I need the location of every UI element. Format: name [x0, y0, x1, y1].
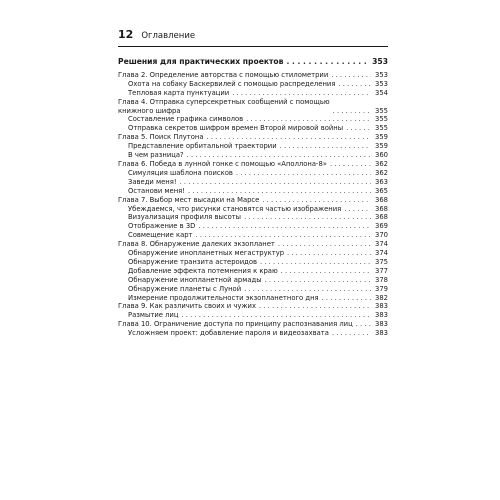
- toc-entry-page: 363: [375, 177, 388, 186]
- toc-entry-part: [118, 58, 388, 67]
- toc-entry-page: 368: [375, 204, 388, 213]
- dot-leader: [333, 107, 371, 116]
- table-of-contents: [118, 58, 388, 338]
- toc-entry-page: 370: [375, 231, 388, 240]
- toc-entry-section: [118, 258, 388, 267]
- toc-entry-section: [118, 329, 388, 338]
- toc-entry-page: 353: [375, 70, 388, 79]
- toc-entry-section: [118, 80, 388, 89]
- dot-leader: [286, 58, 369, 67]
- toc-entry-label: Размытие лиц: [128, 311, 179, 320]
- dot-leader: [187, 151, 371, 160]
- toc-entry-page: 374: [375, 249, 388, 258]
- toc-entry-label: Глава 2. Определение авторства с помощью стилометрии: [118, 70, 329, 79]
- toc-entry-page: 353: [372, 57, 388, 66]
- toc-entry-label: Решения для практических проектов: [118, 57, 284, 66]
- toc-entry-page: 359: [375, 133, 388, 142]
- dot-leader: [262, 196, 371, 205]
- toc-entry-page: 368: [375, 195, 388, 204]
- toc-entry-chapter: [118, 71, 388, 80]
- dot-leader: [196, 231, 371, 240]
- toc-entry-page: 377: [375, 266, 388, 275]
- toc-entry-page: 383: [375, 311, 388, 320]
- toc-entry-label: Глава 7. Выбор мест высадки на Марсе: [118, 195, 260, 204]
- toc-entry-label: Глава 9. Как различить своих и чужих: [118, 302, 256, 311]
- dot-leader: [265, 276, 371, 285]
- toc-entry-page: 360: [375, 151, 388, 160]
- toc-entry-label-line1: Глава 4. Отправка суперсекретных сообщений с помощью: [118, 97, 330, 106]
- toc-entry-label: Охота на собаку Баскервилей с помощью распределения: [128, 79, 336, 88]
- toc-entry-page: 365: [375, 186, 388, 195]
- toc-entry-page: 375: [375, 257, 388, 266]
- toc-entry-label: Заведи меня!: [128, 177, 177, 186]
- toc-entry-label: Обнаружение инопланетной армады: [128, 275, 262, 284]
- toc-entry-page: 355: [375, 124, 388, 133]
- toc-entry-chapter: [118, 240, 388, 249]
- dot-leader: [331, 71, 371, 80]
- toc-entry-page: 368: [375, 213, 388, 222]
- running-header-title: Оглавление: [141, 31, 196, 41]
- toc-entry-page: 374: [375, 240, 388, 249]
- toc-entry-label: Останови меня!: [128, 186, 185, 195]
- toc-entry-label: Усложняем проект: добавление пароля и видеозахвата: [128, 329, 329, 338]
- toc-entry-section: [118, 178, 388, 187]
- toc-entry-page: 359: [375, 142, 388, 151]
- dot-leader: [244, 213, 371, 222]
- toc-entry-section: [118, 311, 388, 320]
- toc-entry-section: [118, 115, 388, 124]
- dot-leader: [356, 320, 371, 329]
- toc-entry-section: [118, 124, 388, 133]
- toc-entry-section: [118, 187, 388, 196]
- toc-entry-label: Глава 6. Победа в лунной гонке с помощью «Аполлона-8»: [118, 159, 327, 168]
- toc-entry-page: 378: [375, 275, 388, 284]
- dot-leader: [332, 329, 371, 338]
- toc-entry-section: [118, 231, 388, 240]
- toc-entry-label: Отправка секретов шифром времен Второй мировой войны: [128, 124, 344, 133]
- toc-entry-chapter: [118, 302, 388, 311]
- toc-entry-label: Представление орбитальной траектории: [128, 142, 277, 151]
- toc-entry-section: [118, 142, 388, 151]
- dot-leader: [338, 80, 371, 89]
- toc-entry-label: Симуляция шаблона поисков: [128, 168, 233, 177]
- toc-entry-page: 362: [375, 159, 388, 168]
- toc-entry-section: [118, 151, 388, 160]
- toc-entry-label: Обнаружение транзита астероидов: [128, 257, 257, 266]
- toc-entry-label: Глава 10. Ограничение доступа по принципу распознавания лиц: [118, 320, 353, 329]
- toc-entry-label: Тепловая карта пунктуации: [128, 88, 230, 97]
- toc-entry-page: 383: [375, 320, 388, 329]
- dot-leader: [330, 160, 371, 169]
- dot-leader: [244, 285, 371, 294]
- toc-entry-label: Отображение в 3D: [128, 222, 196, 231]
- toc-entry-label: Добавление эффекта потемнения к краю: [128, 266, 278, 275]
- toc-entry-page: 383: [375, 302, 388, 311]
- dot-leader: [322, 294, 371, 303]
- toc-entry-label: Визуализация профиля высоты: [128, 213, 242, 222]
- dot-leader: [287, 249, 371, 258]
- toc-entry-label: Глава 5. Поиск Плутона: [118, 133, 204, 142]
- toc-entry-section: [118, 213, 388, 222]
- toc-entry-label: Обнаружение планеты с Луной: [128, 284, 242, 293]
- toc-entry-chapter: [118, 320, 388, 329]
- toc-entry-page: 362: [375, 168, 388, 177]
- toc-entry-section: [118, 205, 388, 214]
- toc-entry-label-line2: книжного шифра: [118, 106, 181, 115]
- dot-leader: [180, 178, 371, 187]
- toc-entry-section: [118, 249, 388, 258]
- page-header: [118, 28, 388, 47]
- toc-entry-section: [118, 222, 388, 231]
- toc-entry-chapter: [118, 160, 388, 169]
- toc-entry-page: 355: [375, 115, 388, 124]
- toc-entry-page: 369: [375, 222, 388, 231]
- toc-entry-label: Измерение продолжительности экзопланетного дня: [128, 293, 319, 302]
- dot-leader: [281, 267, 371, 276]
- toc-entry-label: В чем разница?: [128, 151, 184, 160]
- dot-leader: [232, 89, 371, 98]
- dot-leader: [198, 222, 371, 231]
- toc-entry-section: [118, 169, 388, 178]
- toc-entry-chapter: [118, 133, 388, 142]
- dot-leader: [207, 133, 371, 142]
- toc-entry-chapter: [118, 196, 388, 205]
- toc-entry-page: 353: [375, 79, 388, 88]
- toc-entry-section: [118, 89, 388, 98]
- dot-leader: [188, 187, 371, 196]
- dot-leader: [346, 124, 371, 133]
- toc-entry-label: Совмещение карт: [128, 231, 193, 240]
- toc-entry-label: Обнаружение инопланетных мегаструктур: [128, 249, 285, 258]
- dot-leader: [181, 311, 371, 320]
- toc-entry-label: Убеждаемся, что рисунки становятся частью изображения: [128, 204, 342, 213]
- toc-entry-label: [118, 98, 330, 116]
- dot-leader: [280, 142, 371, 151]
- dot-leader: [246, 115, 371, 124]
- toc-entry-section: [118, 294, 388, 303]
- dot-leader: [259, 302, 371, 311]
- toc-entry-page: 383: [375, 329, 388, 338]
- page-number: 12: [118, 28, 134, 41]
- toc-entry-chapter: [118, 98, 388, 116]
- toc-entry-section: [118, 285, 388, 294]
- toc-entry-page: 379: [375, 284, 388, 293]
- toc-entry-label: Составление графика символов: [128, 115, 244, 124]
- dot-leader: [260, 258, 371, 267]
- toc-entry-label: Глава 8. Обнаружение далеких экзопланет: [118, 240, 275, 249]
- toc-entry-page: 355: [375, 106, 388, 115]
- toc-entry-section: [118, 267, 388, 276]
- dot-leader: [344, 205, 371, 214]
- toc-entry-section: [118, 276, 388, 285]
- toc-entry-page: 382: [375, 293, 388, 302]
- dot-leader: [236, 169, 371, 178]
- dot-leader: [278, 240, 371, 249]
- toc-entry-page: 354: [375, 88, 388, 97]
